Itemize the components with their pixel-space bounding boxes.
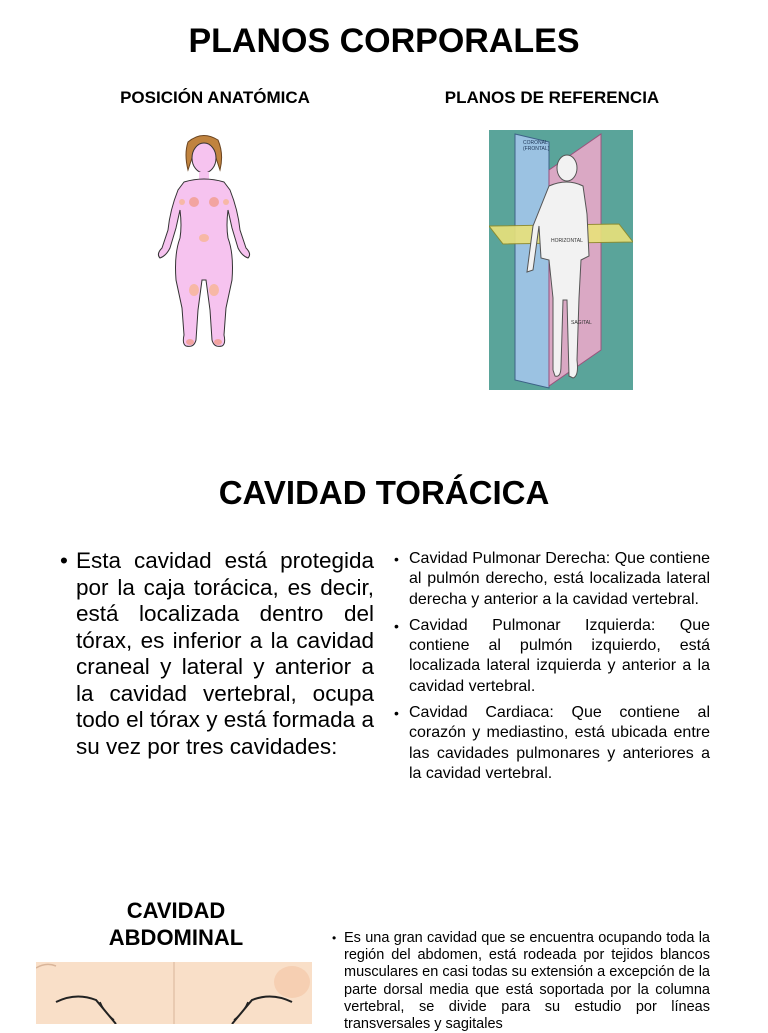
abdominal-cavity-title [78, 897, 274, 951]
head [192, 143, 216, 173]
abdominal-cavity-description [330, 930, 710, 1033]
list-item: • Cavidad Pulmonar Izquierda: Que contiene al pulmón izquierdo, está localizada lateral izquierda y anterior a la cavidad vertebral. [394, 616, 710, 697]
abdominal-title-line2: ABDOMINAL [108, 925, 244, 950]
reference-planes-heading: PLANOS DE REFERENCIA [444, 88, 660, 107]
page-title: PLANOS CORPORALES [188, 22, 580, 60]
abdominal-title-line1: CAVIDAD [126, 898, 226, 923]
thoracic-subcavities-list [394, 549, 710, 790]
thoracic-cavity-title: CAVIDAD TORÁCICA [218, 474, 550, 511]
svg-text:(FRONTAL): (FRONTAL) [523, 146, 550, 152]
reference-planes-illustration [489, 130, 633, 390]
abdominal-description-item: • Es una gran cavidad que se encuentra ocupando toda la región del abdomen, está rodeada por tejidos blancos musculares en casi todas su extensión a excepción de la parte dorsal media que está soportada por la columna vertebral, se divide para su estudio por líneas transversales y sagitales [330, 930, 710, 1033]
coronal-label: CORONAL [523, 140, 548, 146]
list-item: • Cavidad Cardiaca: Que contiene al corazón y mediastino, está ubicada entre las cavidades pulmonares y anteriores a la cavidad vertebral. [394, 703, 710, 784]
list-item: • Cavidad Pulmonar Derecha: Que contiene al pulmón derecho, está localizada lateral derecha y anterior a la cavidad vertebral. [394, 549, 710, 610]
sagittal-label: SAGITAL [571, 320, 592, 326]
thoracic-cavity-description [60, 548, 374, 760]
abdominal-illustration [36, 962, 312, 1024]
horizontal-label: HORIZONTAL [551, 238, 583, 244]
thoracic-description-item: • Esta cavidad está protegida por la caja torácica, es decir, está localizada dentro del tórax, es inferior a la cavidad craneal y lateral y anterior a la cavidad vertebral, ocupa todo el tórax y está formada a su vez por tres cavidades: [60, 548, 374, 760]
anatomical-position-illustration [148, 130, 260, 360]
anatomical-position-heading: POSICIÓN ANATÓMICA [120, 88, 310, 107]
